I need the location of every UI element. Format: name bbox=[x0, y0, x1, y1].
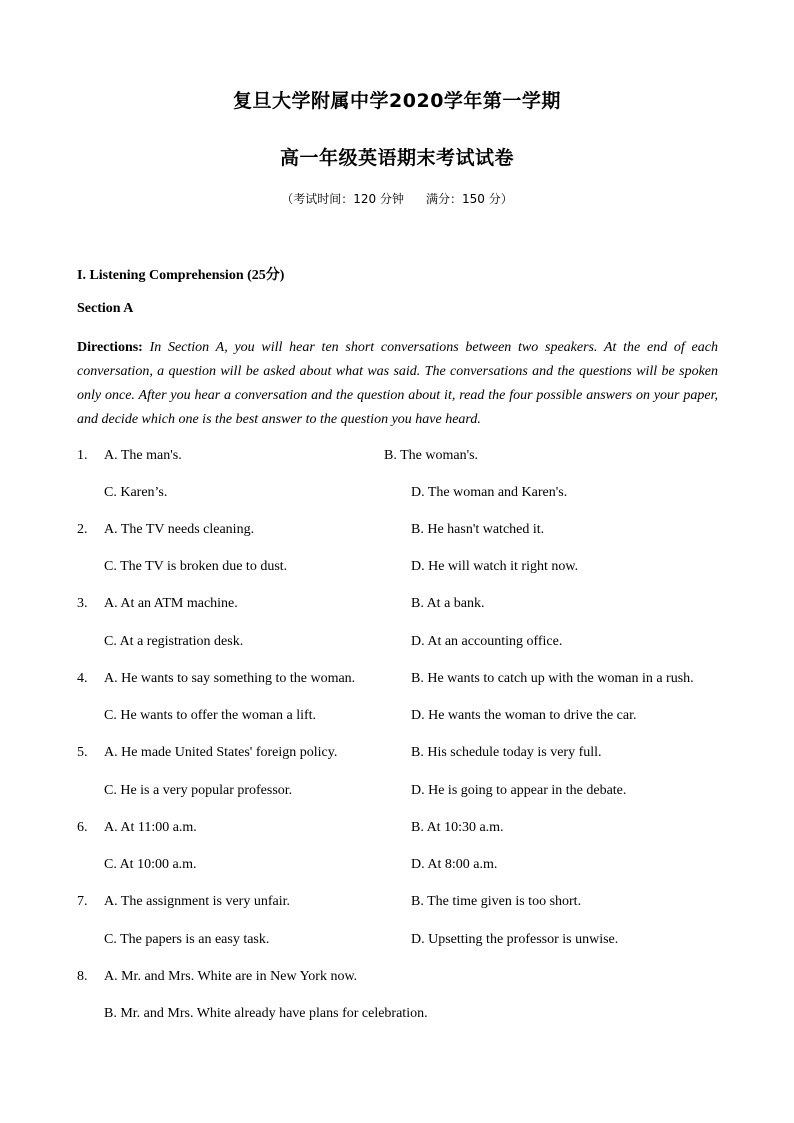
question-number: 2. bbox=[77, 522, 88, 537]
option-b: B. At a bank. bbox=[411, 596, 485, 611]
option-b: B. Mr. and Mrs. White already have plans for celebration. bbox=[104, 1006, 428, 1021]
option-a: A. Mr. and Mrs. White are in New York now. bbox=[104, 969, 358, 984]
question-number: 5. bbox=[77, 745, 88, 760]
question-number: 1. bbox=[77, 448, 88, 463]
option-d: D. The woman and Karen's. bbox=[411, 485, 568, 500]
option-d: D. He will watch it right now. bbox=[411, 559, 579, 574]
directions-label: Directions: bbox=[77, 340, 143, 355]
option-b: B. The woman's. bbox=[384, 448, 479, 463]
option-a: A. The man's. bbox=[104, 448, 182, 463]
option-d: D. Upsetting the professor is unwise. bbox=[411, 932, 619, 947]
option-d: D. At an accounting office. bbox=[411, 634, 563, 649]
exam-full-score: 满分：150 分） bbox=[426, 192, 513, 206]
option-c: C. The papers is an easy task. bbox=[104, 932, 270, 947]
option-b: B. The time given is too short. bbox=[411, 894, 582, 909]
option-c: C. He is a very popular professor. bbox=[104, 783, 293, 798]
directions-text: In Section A, you will hear ten short conversations between two speakers. At the end of each conversation, a question will be asked about what was said. The conversations and the questions will be spoken only once. After you hear a conversation and the question about it, read the four possible answers on your paper, and decide which one is the best answer to the question you have heard. bbox=[77, 340, 718, 427]
option-a: A. At 11:00 a.m. bbox=[104, 820, 197, 835]
section-heading: Section A bbox=[77, 301, 134, 316]
option-a: A. He wants to say something to the woman. bbox=[104, 671, 356, 686]
option-a: A. He made United States' foreign policy. bbox=[104, 745, 338, 760]
option-c: C. The TV is broken due to dust. bbox=[104, 559, 288, 574]
question-number: 3. bbox=[77, 596, 88, 611]
exam-info bbox=[0, 190, 794, 207]
option-a: A. The assignment is very unfair. bbox=[104, 894, 290, 909]
option-d: D. He wants the woman to drive the car. bbox=[411, 708, 637, 723]
option-b: B. He wants to catch up with the woman in a rush. bbox=[411, 671, 694, 686]
option-c: C. Karen’s. bbox=[104, 485, 168, 500]
option-b: B. At 10:30 a.m. bbox=[411, 820, 504, 835]
part-heading: I. Listening Comprehension (25分) bbox=[77, 268, 285, 283]
option-c: C. At a registration desk. bbox=[104, 634, 244, 649]
option-c: C. At 10:00 a.m. bbox=[104, 857, 197, 872]
option-c: C. He wants to offer the woman a lift. bbox=[104, 708, 317, 723]
question-number: 6. bbox=[77, 820, 88, 835]
exam-school-title: 复旦大学附属中学2020学年第一学期 bbox=[233, 90, 561, 112]
question-number: 7. bbox=[77, 894, 88, 909]
option-d: D. At 8:00 a.m. bbox=[411, 857, 498, 872]
option-a: A. At an ATM machine. bbox=[104, 596, 238, 611]
question-number: 8. bbox=[77, 969, 88, 984]
option-b: B. His schedule today is very full. bbox=[411, 745, 602, 760]
option-b: B. He hasn't watched it. bbox=[411, 522, 545, 537]
exam-paper-title: 高一年级英语期末考试试卷 bbox=[279, 147, 514, 169]
directions bbox=[77, 336, 718, 432]
option-a: A. The TV needs cleaning. bbox=[104, 522, 255, 537]
question-number: 4. bbox=[77, 671, 88, 686]
exam-time: （考试时间：120 分钟 bbox=[281, 192, 404, 206]
option-d: D. He is going to appear in the debate. bbox=[411, 783, 627, 798]
